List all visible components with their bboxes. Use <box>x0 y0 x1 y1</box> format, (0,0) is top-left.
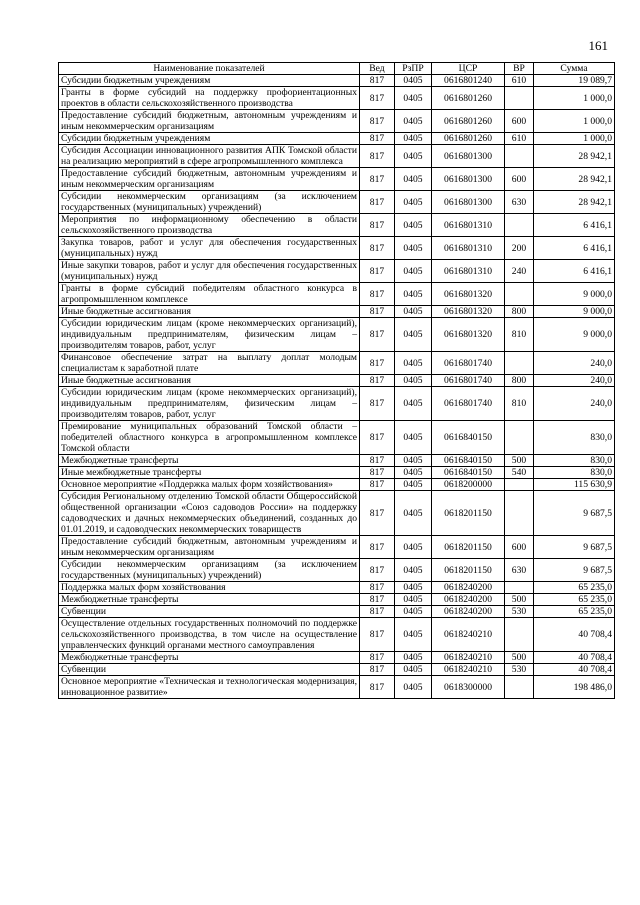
row-csr: 0616801310 <box>432 214 505 237</box>
table-row <box>59 387 615 421</box>
row-csr: 0618240200 <box>432 582 505 594</box>
row-rzpr: 0405 <box>395 606 432 618</box>
row-sum: 28 942,1 <box>534 168 615 191</box>
row-csr: 0618240210 <box>432 652 505 664</box>
row-ved: 817 <box>360 110 395 133</box>
row-ved: 817 <box>360 387 395 421</box>
row-rzpr: 0405 <box>395 455 432 467</box>
header-vr: ВР <box>505 63 534 75</box>
table-row <box>59 676 615 699</box>
row-vr: 240 <box>505 260 534 283</box>
row-csr: 0618300000 <box>432 676 505 699</box>
row-rzpr: 0405 <box>395 421 432 455</box>
row-name: Основное мероприятие «Поддержка малых форм хозяйствования» <box>59 479 360 491</box>
row-vr: 630 <box>505 559 534 582</box>
row-ved: 817 <box>360 455 395 467</box>
row-vr: 600 <box>505 168 534 191</box>
row-name: Субсидии юридическим лицам (кроме некоммерческих организаций), индивидуальным предпринимателям, физическим лицам – производителям товаров, работ, услуг <box>59 387 360 421</box>
row-name: Поддержка малых форм хозяйствования <box>59 582 360 594</box>
table-row <box>59 455 615 467</box>
row-csr: 0616801300 <box>432 191 505 214</box>
row-vr <box>505 479 534 491</box>
table-row <box>59 479 615 491</box>
row-ved: 817 <box>360 421 395 455</box>
row-name: Гранты в форме субсидий победителям областного конкурса в агропромышленном комплексе <box>59 283 360 306</box>
row-rzpr: 0405 <box>395 536 432 559</box>
row-vr <box>505 582 534 594</box>
row-name: Межбюджетные трансферты <box>59 455 360 467</box>
row-ved: 817 <box>360 559 395 582</box>
row-name: Субвенции <box>59 606 360 618</box>
row-name: Субвенции <box>59 664 360 676</box>
row-rzpr: 0405 <box>395 145 432 168</box>
row-rzpr: 0405 <box>395 260 432 283</box>
row-sum: 6 416,1 <box>534 260 615 283</box>
row-rzpr: 0405 <box>395 237 432 260</box>
row-rzpr: 0405 <box>395 387 432 421</box>
row-ved: 817 <box>360 594 395 606</box>
row-rzpr: 0405 <box>395 491 432 536</box>
row-vr: 500 <box>505 455 534 467</box>
table-row <box>59 87 615 110</box>
row-csr: 0616801260 <box>432 87 505 110</box>
row-sum: 9 687,5 <box>534 559 615 582</box>
header-name: Наименование показателей <box>59 63 360 75</box>
row-sum: 65 235,0 <box>534 582 615 594</box>
table-row <box>59 168 615 191</box>
table-row <box>59 582 615 594</box>
budget-table <box>58 62 615 699</box>
row-rzpr: 0405 <box>395 214 432 237</box>
row-csr: 0618240200 <box>432 594 505 606</box>
row-vr: 610 <box>505 75 534 87</box>
row-csr: 0618240210 <box>432 664 505 676</box>
row-rzpr: 0405 <box>395 191 432 214</box>
table-row <box>59 606 615 618</box>
header-rzpr: РзПР <box>395 63 432 75</box>
row-rzpr: 0405 <box>395 664 432 676</box>
row-vr <box>505 352 534 375</box>
row-vr: 540 <box>505 467 534 479</box>
table-row <box>59 594 615 606</box>
row-name: Предоставление субсидий бюджетным, автономным учреждениям и иным некоммерческим организациям <box>59 168 360 191</box>
row-sum: 1 000,0 <box>534 110 615 133</box>
row-ved: 817 <box>360 582 395 594</box>
table-row <box>59 559 615 582</box>
row-ved: 817 <box>360 491 395 536</box>
row-ved: 817 <box>360 75 395 87</box>
table-row <box>59 375 615 387</box>
row-ved: 817 <box>360 479 395 491</box>
row-name: Осуществление отдельных государственных полномочий по поддержке сельскохозяйственного производства, в том числе на осуществление управленческих функций органами местного самоуправления <box>59 618 360 652</box>
row-name: Субсидия Ассоциации инновационного развития АПК Томской области на реализацию мероприятий в сфере агропромышленного комплекса <box>59 145 360 168</box>
row-csr: 0616801320 <box>432 318 505 352</box>
row-ved: 817 <box>360 133 395 145</box>
row-vr <box>505 283 534 306</box>
row-vr: 530 <box>505 664 534 676</box>
row-csr: 0616801740 <box>432 387 505 421</box>
row-csr: 0616801320 <box>432 283 505 306</box>
row-sum: 65 235,0 <box>534 594 615 606</box>
row-sum: 6 416,1 <box>534 214 615 237</box>
row-name: Субсидии некоммерческим организациям (за исключением государственных (муниципальных) учреждений) <box>59 191 360 214</box>
row-sum: 40 708,4 <box>534 618 615 652</box>
row-sum: 1 000,0 <box>534 133 615 145</box>
row-vr: 800 <box>505 375 534 387</box>
table-row <box>59 467 615 479</box>
row-ved: 817 <box>360 536 395 559</box>
row-name: Субсидии бюджетным учреждениям <box>59 133 360 145</box>
table-row <box>59 306 615 318</box>
row-csr: 0616801260 <box>432 110 505 133</box>
row-rzpr: 0405 <box>395 75 432 87</box>
row-sum: 9 687,5 <box>534 491 615 536</box>
row-csr: 0618240210 <box>432 618 505 652</box>
row-vr <box>505 491 534 536</box>
table-header-row <box>59 63 615 75</box>
row-sum: 1 000,0 <box>534 87 615 110</box>
row-ved: 817 <box>360 87 395 110</box>
table-row <box>59 75 615 87</box>
row-sum: 9 000,0 <box>534 318 615 352</box>
table-row <box>59 145 615 168</box>
row-vr: 500 <box>505 594 534 606</box>
row-rzpr: 0405 <box>395 375 432 387</box>
row-sum: 40 708,4 <box>534 664 615 676</box>
row-ved: 817 <box>360 375 395 387</box>
row-ved: 817 <box>360 664 395 676</box>
table-row <box>59 664 615 676</box>
row-rzpr: 0405 <box>395 618 432 652</box>
row-rzpr: 0405 <box>395 652 432 664</box>
row-ved: 817 <box>360 145 395 168</box>
row-sum: 9 000,0 <box>534 283 615 306</box>
row-rzpr: 0405 <box>395 559 432 582</box>
row-rzpr: 0405 <box>395 168 432 191</box>
row-name: Субсидии бюджетным учреждениям <box>59 75 360 87</box>
row-csr: 0616801260 <box>432 133 505 145</box>
row-sum: 28 942,1 <box>534 145 615 168</box>
row-ved: 817 <box>360 260 395 283</box>
row-sum: 240,0 <box>534 387 615 421</box>
row-name: Мероприятия по информационному обеспечению в области сельскохозяйственного производства <box>59 214 360 237</box>
row-csr: 0618201150 <box>432 559 505 582</box>
row-sum: 19 089,7 <box>534 75 615 87</box>
row-sum: 40 708,4 <box>534 652 615 664</box>
row-sum: 65 235,0 <box>534 606 615 618</box>
row-csr: 0616801300 <box>432 145 505 168</box>
row-name: Иные межбюджетные трансферты <box>59 467 360 479</box>
row-sum: 6 416,1 <box>534 237 615 260</box>
row-rzpr: 0405 <box>395 467 432 479</box>
row-vr: 610 <box>505 133 534 145</box>
row-name: Предоставление субсидий бюджетным, автономным учреждениям и иным некоммерческим организациям <box>59 110 360 133</box>
row-ved: 817 <box>360 467 395 479</box>
row-ved: 817 <box>360 168 395 191</box>
row-name: Межбюджетные трансферты <box>59 594 360 606</box>
table-row <box>59 421 615 455</box>
row-csr: 0616801740 <box>432 375 505 387</box>
row-rzpr: 0405 <box>395 306 432 318</box>
row-csr: 0618201150 <box>432 491 505 536</box>
row-csr: 0616801240 <box>432 75 505 87</box>
row-ved: 817 <box>360 652 395 664</box>
row-vr: 630 <box>505 191 534 214</box>
row-ved: 817 <box>360 318 395 352</box>
row-vr: 600 <box>505 110 534 133</box>
row-vr: 200 <box>505 237 534 260</box>
row-csr: 0616801310 <box>432 237 505 260</box>
row-ved: 817 <box>360 283 395 306</box>
row-name: Субсидия Региональному отделению Томской области Общероссийской общественной организации «Союз садоводов России» на поддержку садоводческих и дачных некоммерческих объединений, созданных до 01.01.2019, и садоводческих некоммерческих товариществ <box>59 491 360 536</box>
table-row <box>59 214 615 237</box>
row-csr: 0618201150 <box>432 536 505 559</box>
row-rzpr: 0405 <box>395 582 432 594</box>
table-row <box>59 318 615 352</box>
row-name: Межбюджетные трансферты <box>59 652 360 664</box>
row-csr: 0616801320 <box>432 306 505 318</box>
row-vr: 810 <box>505 318 534 352</box>
row-sum: 240,0 <box>534 352 615 375</box>
row-rzpr: 0405 <box>395 283 432 306</box>
table-row <box>59 536 615 559</box>
row-vr <box>505 87 534 110</box>
table-row <box>59 260 615 283</box>
row-vr: 530 <box>505 606 534 618</box>
row-name: Гранты в форме субсидий на поддержку профориентационных проектов в области сельскохозяйственного производства <box>59 87 360 110</box>
row-ved: 817 <box>360 237 395 260</box>
row-ved: 817 <box>360 214 395 237</box>
row-vr <box>505 676 534 699</box>
row-name: Основное мероприятие «Техническая и технологическая модернизация, инновационное развитие» <box>59 676 360 699</box>
row-csr: 0616801300 <box>432 168 505 191</box>
row-ved: 817 <box>360 191 395 214</box>
row-vr: 600 <box>505 536 534 559</box>
row-sum: 115 630,9 <box>534 479 615 491</box>
row-name: Закупка товаров, работ и услуг для обеспечения государственных (муниципальных) нужд <box>59 237 360 260</box>
table-row <box>59 191 615 214</box>
row-csr: 0616840150 <box>432 455 505 467</box>
row-name: Иные бюджетные ассигнования <box>59 375 360 387</box>
row-csr: 0616801740 <box>432 352 505 375</box>
row-vr: 810 <box>505 387 534 421</box>
row-vr <box>505 145 534 168</box>
header-ved: Вед <box>360 63 395 75</box>
row-name: Премирование муниципальных образований Томской области – победителей областного конкурса в агропромышленном комплексе Томской области <box>59 421 360 455</box>
row-sum: 830,0 <box>534 455 615 467</box>
row-vr <box>505 214 534 237</box>
row-rzpr: 0405 <box>395 352 432 375</box>
row-vr: 500 <box>505 652 534 664</box>
row-ved: 817 <box>360 606 395 618</box>
row-name: Субсидии некоммерческим организациям (за исключением государственных (муниципальных) учреждений) <box>59 559 360 582</box>
table-row <box>59 491 615 536</box>
row-name: Субсидии юридическим лицам (кроме некоммерческих организаций), индивидуальным предпринимателям, физическим лицам – производителям товаров, работ, услуг <box>59 318 360 352</box>
row-csr: 0616801310 <box>432 260 505 283</box>
row-name: Предоставление субсидий бюджетным, автономным учреждениям и иным некоммерческим организациям <box>59 536 360 559</box>
row-rzpr: 0405 <box>395 133 432 145</box>
table-row <box>59 652 615 664</box>
table-row <box>59 237 615 260</box>
row-sum: 28 942,1 <box>534 191 615 214</box>
row-ved: 817 <box>360 618 395 652</box>
row-csr: 0616840150 <box>432 421 505 455</box>
row-csr: 0616840150 <box>432 467 505 479</box>
row-rzpr: 0405 <box>395 676 432 699</box>
row-vr <box>505 618 534 652</box>
table-row <box>59 352 615 375</box>
row-rzpr: 0405 <box>395 110 432 133</box>
table-row <box>59 133 615 145</box>
row-sum: 9 687,5 <box>534 536 615 559</box>
row-rzpr: 0405 <box>395 87 432 110</box>
row-vr: 800 <box>505 306 534 318</box>
page-number: 161 <box>588 38 608 53</box>
row-sum: 830,0 <box>534 467 615 479</box>
row-ved: 817 <box>360 676 395 699</box>
row-rzpr: 0405 <box>395 318 432 352</box>
row-name: Финансовое обеспечение затрат на выплату доплат молодым специалистам к заработной плате <box>59 352 360 375</box>
row-ved: 817 <box>360 306 395 318</box>
row-sum: 240,0 <box>534 375 615 387</box>
row-sum: 198 486,0 <box>534 676 615 699</box>
row-rzpr: 0405 <box>395 479 432 491</box>
table-row <box>59 618 615 652</box>
row-rzpr: 0405 <box>395 594 432 606</box>
row-csr: 0618240200 <box>432 606 505 618</box>
row-name: Иные бюджетные ассигнования <box>59 306 360 318</box>
table-row <box>59 283 615 306</box>
header-sum: Сумма <box>534 63 615 75</box>
row-name: Иные закупки товаров, работ и услуг для обеспечения государственных (муниципальных) нужд <box>59 260 360 283</box>
row-vr <box>505 421 534 455</box>
header-csr: ЦСР <box>432 63 505 75</box>
table-row <box>59 110 615 133</box>
row-csr: 0618200000 <box>432 479 505 491</box>
row-ved: 817 <box>360 352 395 375</box>
row-sum: 830,0 <box>534 421 615 455</box>
row-sum: 9 000,0 <box>534 306 615 318</box>
